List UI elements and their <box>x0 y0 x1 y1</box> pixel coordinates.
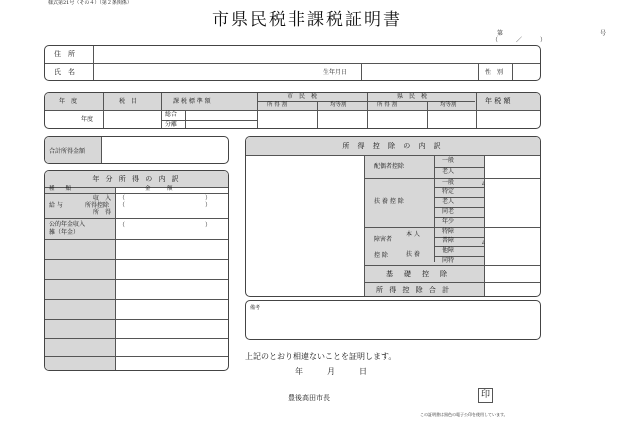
row-shotoku: 所 得 <box>93 209 112 216</box>
spouse-elderly: 老人 <box>442 168 455 175</box>
self-special: 特障 <box>442 228 455 235</box>
row-salary: 給 与 <box>49 202 63 209</box>
issue-date: 年 月 日 <box>295 367 367 376</box>
col-pref-income: 所 得 割 <box>377 102 397 108</box>
row-pension: 公的年金収入 <box>49 221 86 228</box>
self-normal: 普障 <box>442 237 455 244</box>
sex-label: 性 別 <box>485 69 504 76</box>
doc-number-suffix: 号 <box>600 30 607 37</box>
col-year: 年 度 <box>59 98 78 105</box>
form-number: 様式第21号（その４）（第２条関係） <box>48 0 132 6</box>
paren-open: （ <box>119 202 126 209</box>
income-breakdown-title: 年 分 所 得 の 内 訳 <box>92 175 181 183</box>
document-title: 市県民税非課税証明書 <box>212 10 402 30</box>
paren-open: （ <box>119 222 126 229</box>
total-income-label: 合計所得金額 <box>49 148 86 155</box>
remarks-box <box>245 300 541 340</box>
tax-table <box>44 92 541 129</box>
row-income: 収 入 <box>93 195 112 202</box>
doc-date-fill: （ ／ ） <box>492 37 549 44</box>
certification-text: 上記のとおり相違ないことを証明します。 <box>245 352 397 361</box>
col-city-percapita: 均等割 <box>330 102 347 108</box>
disabled-deduction-label: 控 除 <box>374 252 388 259</box>
doc-number-label: 第 <box>497 30 504 37</box>
income-breakdown-box <box>44 170 229 371</box>
row-deduction: 所得控除 <box>85 202 110 209</box>
dep-live-together: 同特 <box>442 257 455 264</box>
remarks-label: 備考 <box>250 305 261 311</box>
small-mark: ﾑ <box>482 181 485 187</box>
year-suffix: 年度 <box>81 116 94 123</box>
basic-deduction-label: 基 礎 控 除 <box>386 270 449 278</box>
dep-young: 年少 <box>442 218 455 225</box>
paren-close: ） <box>205 202 212 209</box>
spouse-deduction-label: 配偶者控除 <box>374 163 405 170</box>
col-pref-tax: 県 民 税 <box>397 93 428 100</box>
row-pension-misc: 雑（年金） <box>49 229 80 236</box>
paren-close: ） <box>205 195 212 202</box>
col-tax-item: 税 目 <box>119 98 138 105</box>
paren-close: ） <box>205 222 212 229</box>
dependents-label: 扶 養 <box>406 251 420 258</box>
dependent-deduction-label: 扶 養 控 除 <box>374 198 404 205</box>
col-annual-tax: 年 税 額 <box>485 97 511 105</box>
col-kind: 種 類 <box>49 186 72 192</box>
name-label: 氏 名 <box>54 68 75 76</box>
deductions-title: 所 得 控 除 の 内 訳 <box>342 142 444 150</box>
col-tax-base: 課 税 標 準 額 <box>173 98 211 105</box>
spouse-general: 一般 <box>442 157 455 164</box>
seal-note: この証明書は黒色の電子公印を使用しています。 <box>420 412 508 417</box>
personal-info-box <box>44 45 541 81</box>
dep-elderly: 老人 <box>442 198 455 205</box>
deductions-box <box>245 136 541 297</box>
dep-specific: 特定 <box>442 188 455 195</box>
official-seal: 印 <box>478 388 493 403</box>
row-separate: 分離 <box>165 121 178 128</box>
disabled-label: 障害者 <box>374 236 393 243</box>
self-label: 本 人 <box>406 231 420 238</box>
col-city-income: 所 得 割 <box>267 102 287 108</box>
col-amount: 金 額 <box>145 186 173 192</box>
total-income-box <box>44 136 229 164</box>
address-label: 住 所 <box>54 50 75 58</box>
dep-other: 他障 <box>442 247 455 254</box>
paren-open: （ <box>119 195 126 202</box>
issuer-name: 豊後高田市長 <box>288 394 330 402</box>
birthdate-label: 生年月日 <box>323 69 348 76</box>
small-mark: ﾑ <box>482 240 485 246</box>
row-total: 総合 <box>165 111 178 118</box>
deduction-total-label: 所 得 控 除 合 計 <box>376 286 452 294</box>
col-city-tax: 市 民 税 <box>287 93 318 100</box>
dep-general: 一般 <box>442 179 455 186</box>
col-pref-percapita: 均等割 <box>440 102 457 108</box>
dep-cohabit: 同老 <box>442 208 455 215</box>
